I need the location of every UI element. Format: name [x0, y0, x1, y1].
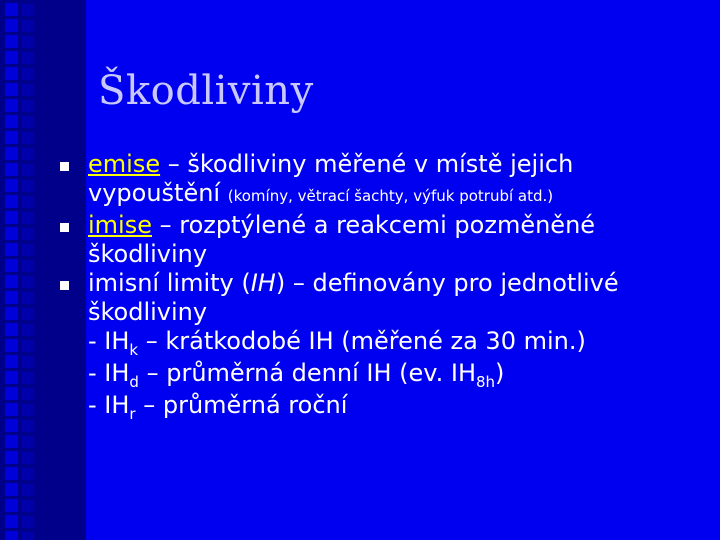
- sub-line-prefix: - IH: [88, 359, 130, 387]
- square-bullet-icon: [60, 281, 69, 290]
- sub-line-text: – průměrná denní IH (ev. IH: [138, 359, 476, 387]
- item-italic: IH: [250, 269, 276, 297]
- subscript: r: [129, 405, 136, 423]
- term-imise: imise: [88, 211, 152, 239]
- sub-line: [88, 391, 710, 423]
- sub-line-text: – krátkodobé IH (měřené za 30 min.): [138, 327, 586, 355]
- subscript: d: [129, 373, 139, 391]
- item-text: imisní limity (: [88, 269, 251, 297]
- sub-line: [88, 327, 710, 359]
- list-item: [60, 269, 710, 423]
- square-bullet-icon: [60, 162, 69, 171]
- sub-line-prefix: - IH: [88, 327, 130, 355]
- item-text: ) – definovány pro jednotlivé škodliviny: [88, 269, 619, 326]
- bullet-list: [60, 150, 710, 423]
- slide-title: Škodliviny: [98, 68, 314, 114]
- sub-line-text: ): [495, 359, 505, 387]
- list-item: [60, 150, 710, 211]
- list-item: [60, 211, 710, 269]
- sub-line-text: – průměrná roční: [135, 391, 348, 419]
- left-decor-squares-2: [18, 0, 34, 540]
- sub-line: [88, 359, 710, 391]
- item-text: – rozptýlené a reakcemi pozměněné škodliviny: [88, 211, 596, 268]
- item-note: (komíny, větrací šachty, výfuk potrubí atd.): [227, 187, 554, 205]
- sub-line-prefix: - IH: [88, 391, 130, 419]
- item-text: – škodliviny měřené v místě jejich vypouštění: [88, 150, 574, 207]
- term-emise: emise: [88, 150, 161, 178]
- subscript: k: [129, 341, 139, 359]
- subscript: 8h: [475, 373, 496, 391]
- left-decor-squares: [2, 0, 18, 540]
- square-bullet-icon: [60, 223, 69, 232]
